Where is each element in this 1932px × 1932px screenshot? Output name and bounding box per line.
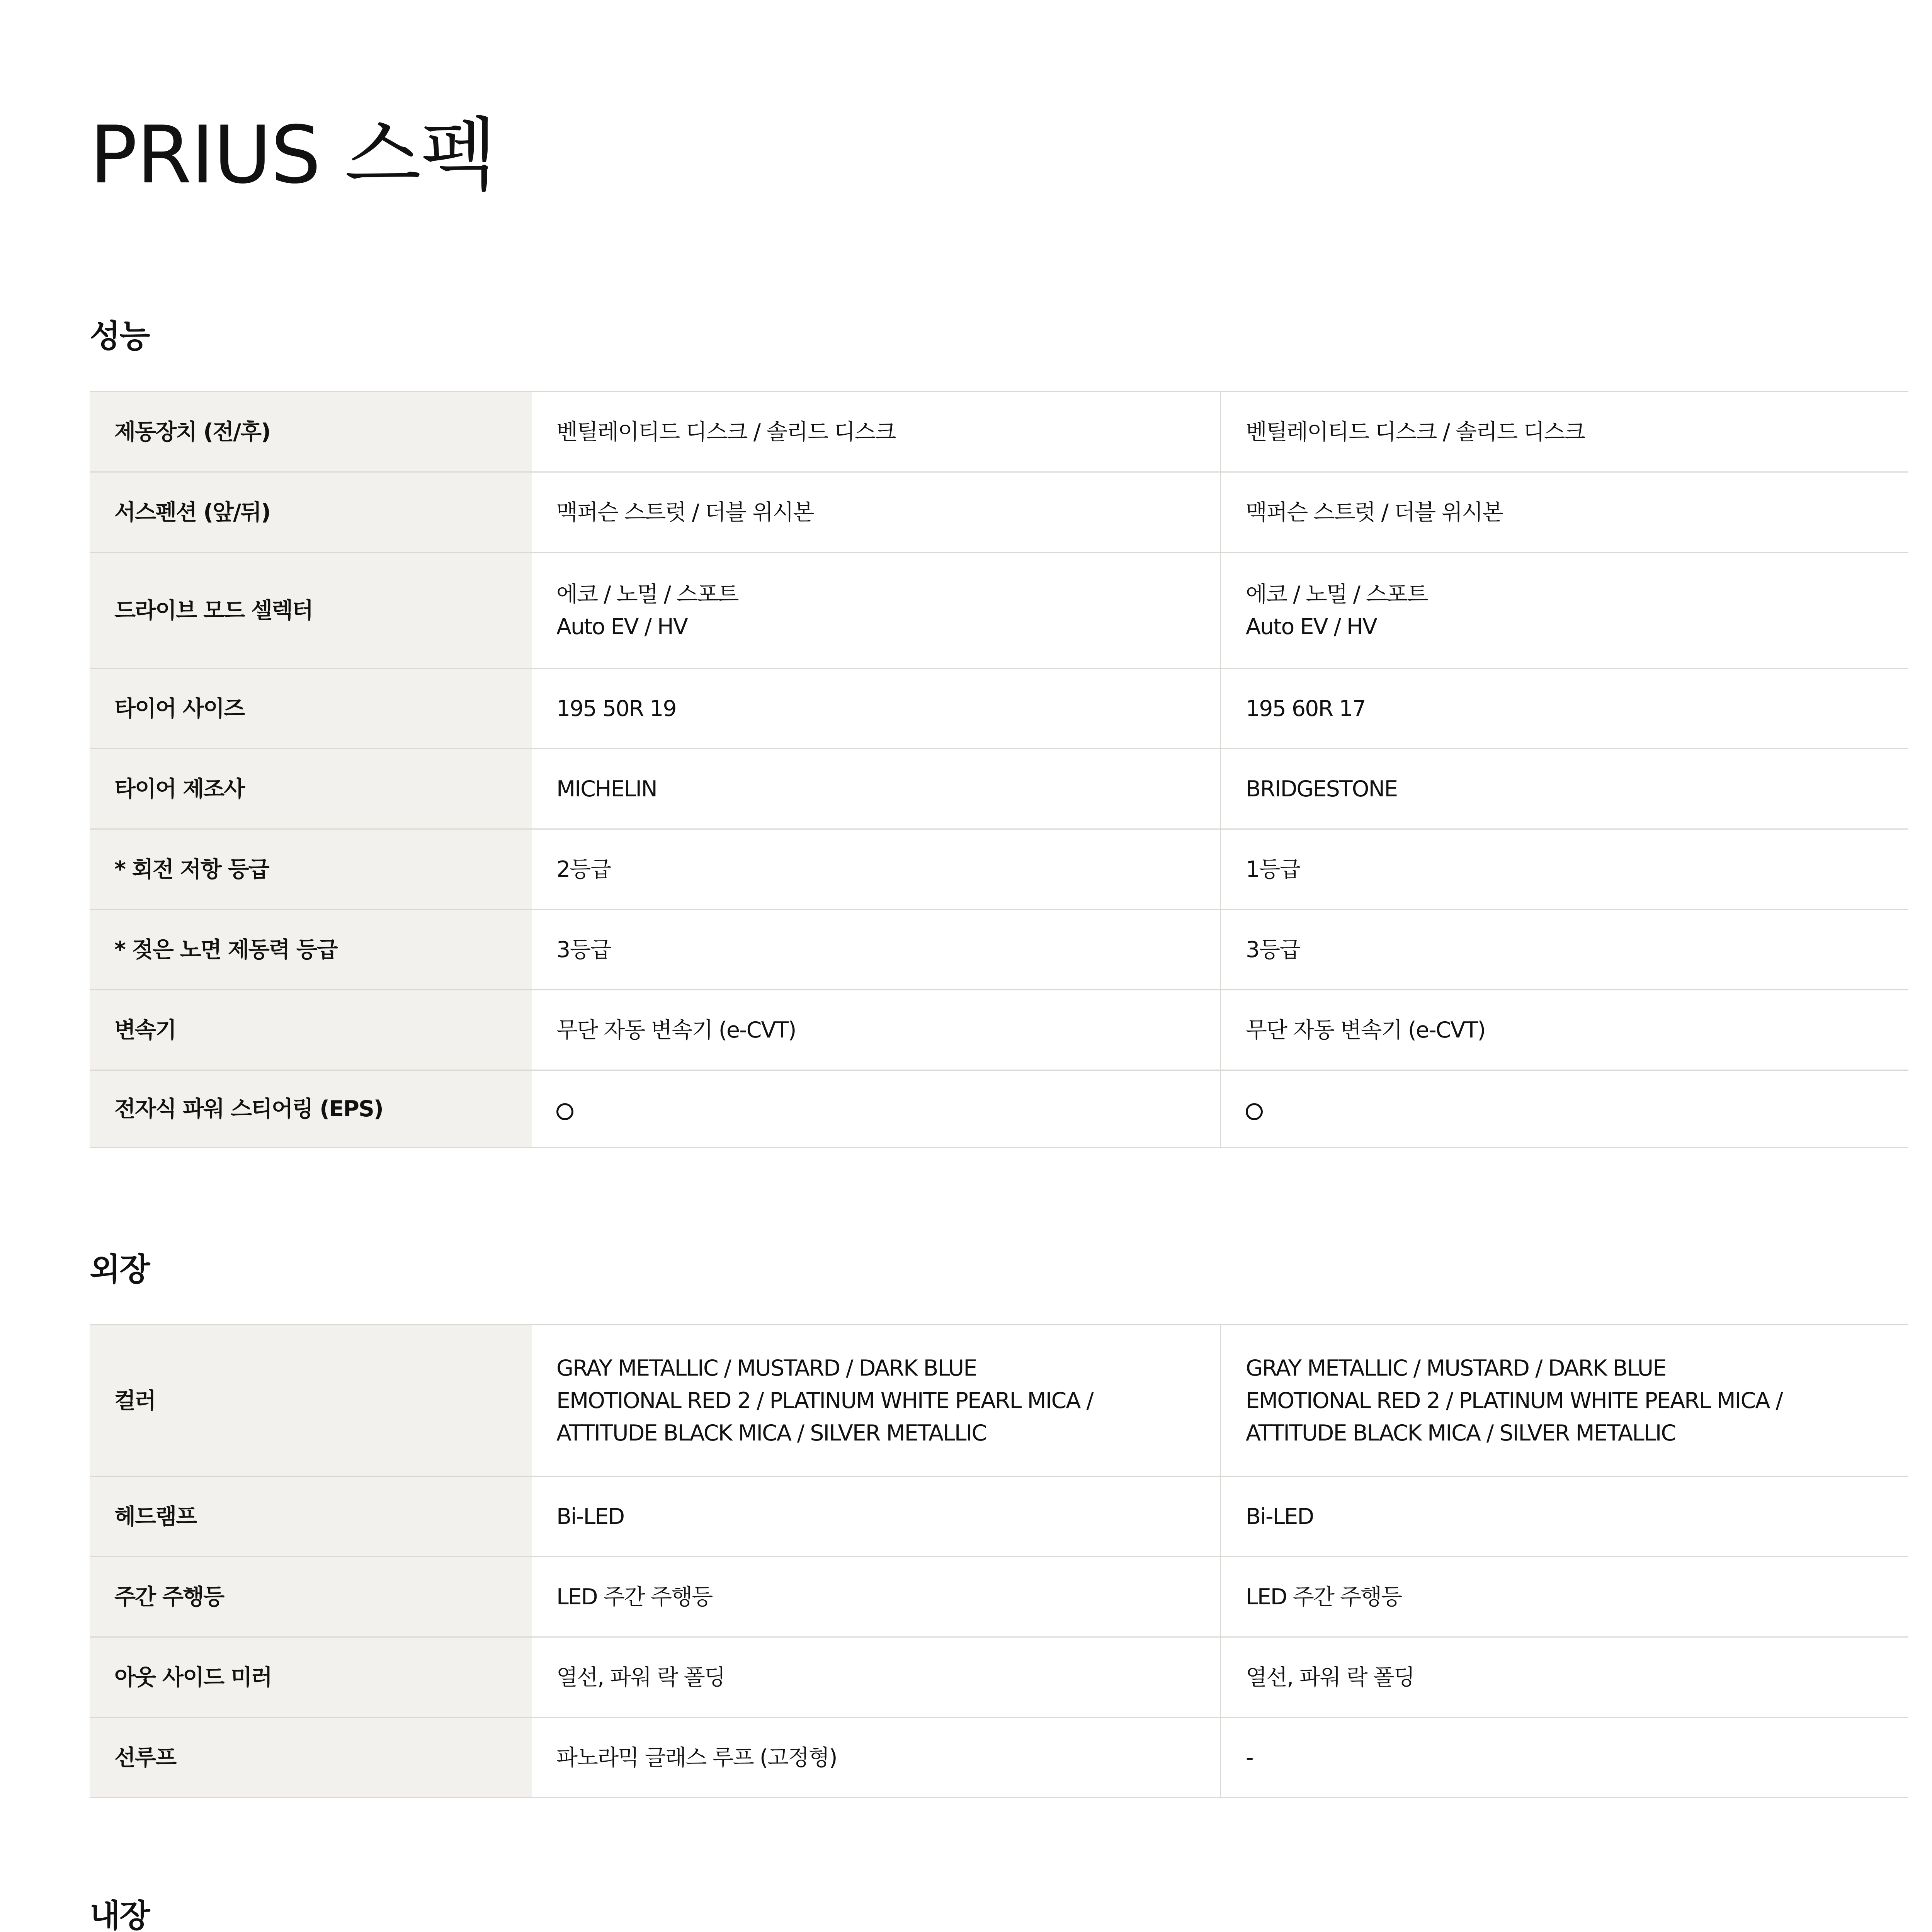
section-title: 외장 <box>90 1251 150 1288</box>
spec-value-line: Bi-LED <box>556 1503 624 1529</box>
spec-value-line: EMOTIONAL RED 2 / PLATINUM WHITE PEARL MICA / <box>1246 1388 1782 1413</box>
trim-2-value <box>1221 1557 1909 1637</box>
trim-1-value <box>532 553 1221 668</box>
row-label: 타이어 사이즈 <box>90 668 532 749</box>
spec-value-line: 열선, 파워 락 폴딩 <box>1246 1664 1414 1690</box>
row-label: * 젖은 노면 제동력 등급 <box>90 910 532 990</box>
spec-value-line: Auto EV / HV <box>556 614 687 639</box>
spec-value-line: ATTITUDE BLACK MICA / SILVER METALLIC <box>556 1420 986 1446</box>
spec-value-line: 파노라믹 글래스 루프 (고정형) <box>556 1745 837 1770</box>
trim-2-value <box>1221 1325 1909 1476</box>
spec-value-line: MICHELIN <box>556 776 657 802</box>
row-label: 컬러 <box>90 1325 532 1476</box>
spec-value-line: 맥퍼슨 스트럿 / 더블 위시본 <box>556 499 814 525</box>
row-label: 전자식 파워 스티어링 (EPS) <box>90 1070 532 1148</box>
trim-1-value <box>532 1070 1221 1148</box>
table-row <box>90 1718 1908 1798</box>
spec-value-line: 195 60R 17 <box>1246 696 1366 721</box>
section-title: 내장 <box>90 1898 150 1932</box>
spec-value-line: LED 주간 주행등 <box>1246 1584 1402 1610</box>
spec-value-line: GRAY METALLIC / MUSTARD / DARK BLUE <box>556 1355 977 1381</box>
spec-value-line: Auto EV / HV <box>1246 614 1377 639</box>
trim-2-value <box>1221 910 1909 990</box>
trim-2-value <box>1221 1476 1909 1557</box>
table-row <box>90 1637 1908 1718</box>
spec-value-line: 무단 자동 변속기 (e-CVT) <box>1246 1017 1485 1043</box>
table-row <box>90 1325 1908 1476</box>
row-label: 선루프 <box>90 1718 532 1798</box>
table-row <box>90 990 1908 1070</box>
spec-value-line: BRIDGESTONE <box>1246 776 1398 802</box>
spec-value-line: GRAY METALLIC / MUSTARD / DARK BLUE <box>1246 1355 1666 1381</box>
section-exterior <box>90 1251 1908 1798</box>
section-title: 성능 <box>90 318 150 355</box>
spec-value-line: 에코 / 노멀 / 스포트 <box>1246 581 1428 607</box>
spec-value-line: ATTITUDE BLACK MICA / SILVER METALLIC <box>1246 1420 1676 1446</box>
table-row <box>90 910 1908 990</box>
spec-table <box>90 391 1908 1148</box>
spec-value-line: 2등급 <box>556 856 611 882</box>
row-label: 헤드램프 <box>90 1476 532 1557</box>
circle-icon <box>556 1103 573 1120</box>
trim-1-value <box>532 1557 1221 1637</box>
trim-2-value <box>1221 1718 1909 1798</box>
row-label: 타이어 제조사 <box>90 749 532 829</box>
table-row <box>90 668 1908 749</box>
spec-value-line: 1등급 <box>1246 856 1300 882</box>
table-row <box>90 472 1908 553</box>
table-row <box>90 749 1908 829</box>
trim-2-value <box>1221 553 1909 668</box>
spec-value-line: 맥퍼슨 스트럿 / 더블 위시본 <box>1246 499 1503 525</box>
trim-1-value <box>532 829 1221 910</box>
table-row <box>90 1476 1908 1557</box>
row-label: * 회전 저항 등급 <box>90 829 532 910</box>
spec-value-line: 195 50R 19 <box>556 696 676 721</box>
section-performance <box>90 318 1908 1148</box>
circle-icon <box>1246 1103 1263 1120</box>
spec-value-line: Bi-LED <box>1246 1503 1314 1529</box>
table-row <box>90 1070 1908 1148</box>
trim-2-value <box>1221 990 1909 1070</box>
spec-value-line: EMOTIONAL RED 2 / PLATINUM WHITE PEARL MICA / <box>556 1388 1093 1413</box>
row-label: 서스펜션 (앞/뒤) <box>90 472 532 553</box>
trim-2-value <box>1221 668 1909 749</box>
trim-2-value <box>1221 472 1909 553</box>
trim-1-value <box>532 472 1221 553</box>
table-row <box>90 829 1908 910</box>
section-interior <box>90 1900 1908 1932</box>
page-title: PRIUS 스펙 <box>90 109 496 201</box>
row-label: 변속기 <box>90 990 532 1070</box>
trim-1-value <box>532 749 1221 829</box>
trim-1-value <box>532 1325 1221 1476</box>
row-label: 제동장치 (전/후) <box>90 392 532 472</box>
trim-2-value <box>1221 749 1909 829</box>
trim-2-value <box>1221 1637 1909 1718</box>
spec-value-line: 벤틸레이티드 디스크 / 솔리드 디스크 <box>1246 419 1585 445</box>
trim-1-value <box>532 1476 1221 1557</box>
trim-2-value <box>1221 392 1909 472</box>
spec-value-line: 무단 자동 변속기 (e-CVT) <box>556 1017 796 1043</box>
spec-value-line: 3등급 <box>556 937 611 963</box>
trim-1-value <box>532 1718 1221 1798</box>
table-row <box>90 392 1908 472</box>
trim-1-value <box>532 990 1221 1070</box>
spec-value-line: - <box>1246 1745 1253 1770</box>
trim-1-value <box>532 392 1221 472</box>
spec-table <box>90 1324 1908 1798</box>
trim-1-value <box>532 910 1221 990</box>
spec-value-line: 에코 / 노멀 / 스포트 <box>556 581 738 607</box>
row-label: 주간 주행등 <box>90 1557 532 1637</box>
trim-1-value <box>532 668 1221 749</box>
table-row <box>90 1557 1908 1637</box>
spec-value-line: 3등급 <box>1246 937 1300 963</box>
trim-1-value <box>532 1637 1221 1718</box>
spec-value-line: LED 주간 주행등 <box>556 1584 713 1610</box>
table-row <box>90 553 1908 668</box>
row-label: 아웃 사이드 미러 <box>90 1637 532 1718</box>
trim-2-value <box>1221 1070 1909 1148</box>
spec-value-line: 벤틸레이티드 디스크 / 솔리드 디스크 <box>556 419 896 445</box>
trim-2-value <box>1221 829 1909 910</box>
row-label: 드라이브 모드 셀렉터 <box>90 553 532 668</box>
spec-value-line: 열선, 파워 락 폴딩 <box>556 1664 725 1690</box>
